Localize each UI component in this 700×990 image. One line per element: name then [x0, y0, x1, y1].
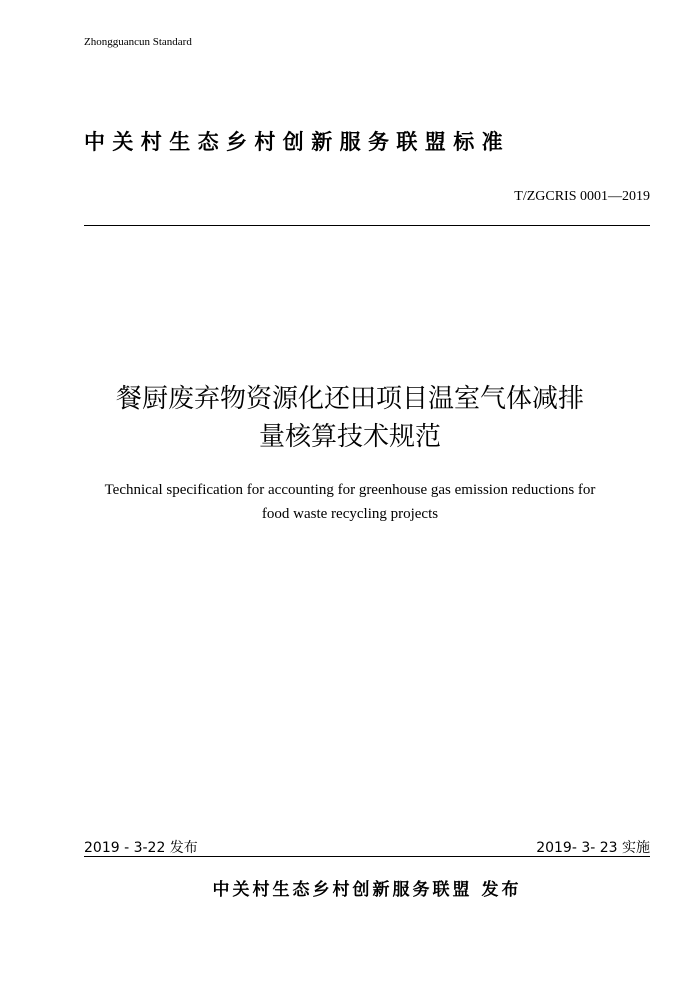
chinese-title-line-1: 餐厨废弃物资源化还田项目温室气体减排 — [115, 384, 584, 414]
english-title — [50, 478, 650, 526]
org-title: 中关村生态乡村创新服务联盟标准 — [84, 130, 510, 154]
implementation-date: 2019- 3- 23 实施 — [536, 840, 650, 856]
series-label: Zhongguancun Standard — [84, 36, 192, 48]
bottom-divider — [84, 856, 650, 857]
top-divider — [84, 225, 650, 226]
chinese-title — [60, 380, 640, 456]
standard-number: T/ZGCRIS 0001—2019 — [514, 189, 650, 204]
english-title-line-1: Technical specification for accounting for greenhouse gas emission reductions for — [104, 482, 596, 498]
chinese-title-line-2: 量核算技术规范 — [258, 422, 441, 452]
issue-date: 2019 - 3-22 发布 — [84, 840, 198, 856]
publisher: 中关村生态乡村创新服务联盟 发布 — [212, 880, 522, 900]
english-title-line-2: food waste recycling projects — [261, 506, 439, 522]
